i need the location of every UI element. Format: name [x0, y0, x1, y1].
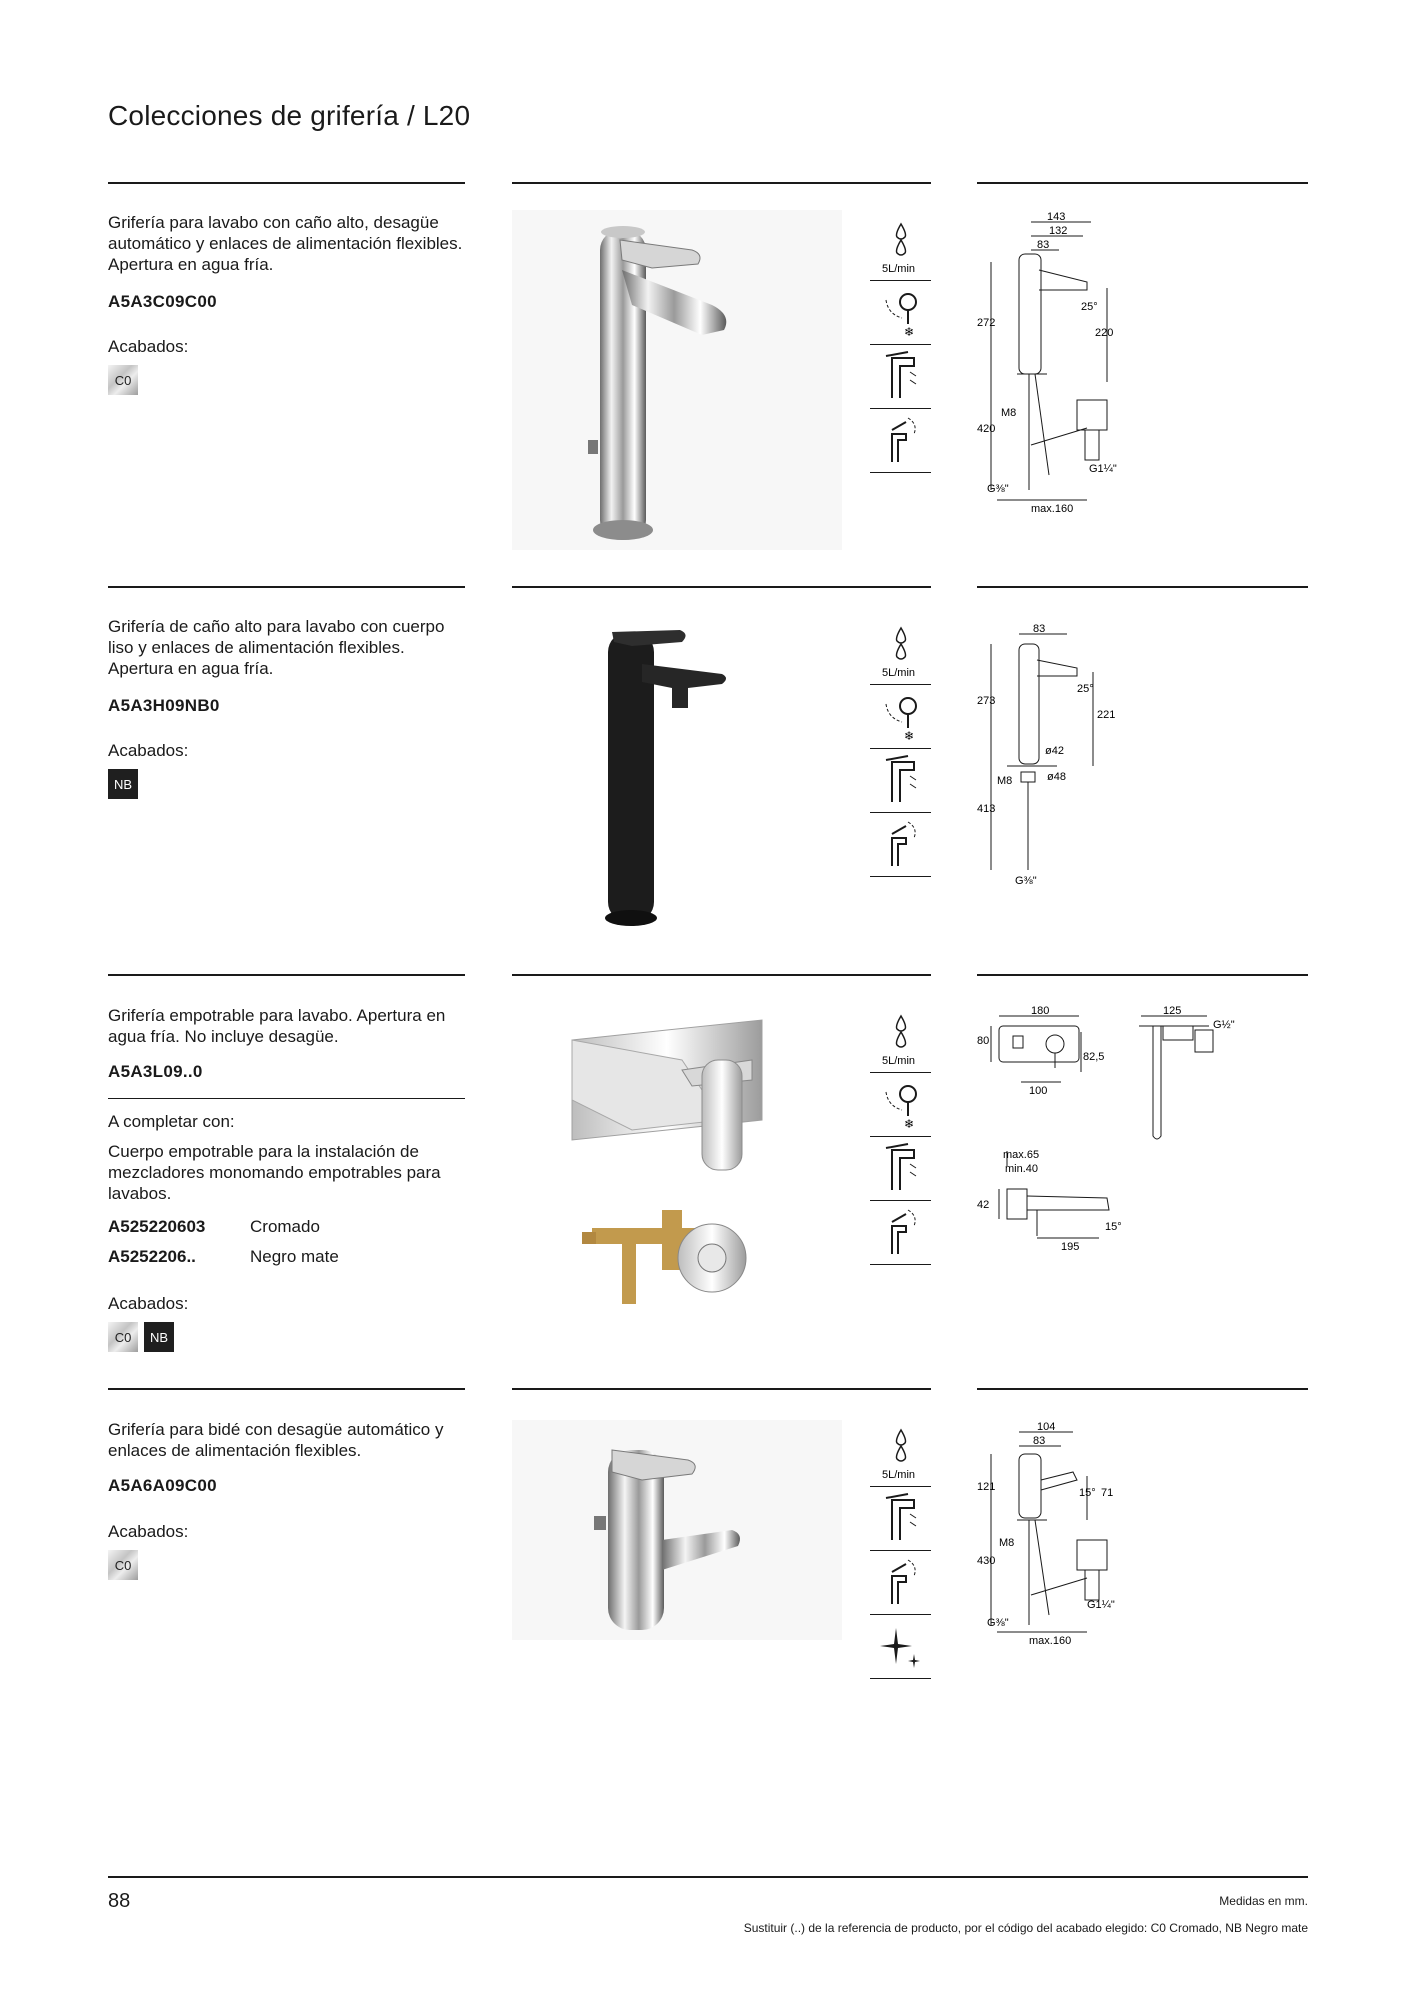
- svg-text:272: 272: [977, 317, 996, 329]
- svg-text:25°: 25°: [1081, 301, 1098, 313]
- svg-text:83: 83: [1033, 1435, 1046, 1447]
- product-description: Grifería para bidé con desagüe automático y enlaces de alimentación flexibles.: [108, 1420, 444, 1460]
- water-drop-icon: [878, 1426, 924, 1482]
- svg-text:M8: M8: [1001, 407, 1017, 419]
- svg-text:G½": G½": [1213, 1019, 1235, 1031]
- svg-text:220: 220: [1095, 327, 1114, 339]
- svg-text:420: 420: [977, 423, 996, 435]
- svg-text:180: 180: [1031, 1006, 1050, 1017]
- svg-text:430: 430: [977, 1555, 996, 1567]
- svg-text:G⅜": G⅜": [987, 1617, 1009, 1629]
- divider: [108, 1098, 465, 1099]
- svg-text:25°: 25°: [1077, 683, 1094, 695]
- svg-text:G1¼": G1¼": [1089, 463, 1117, 475]
- ref-code: A5252206..: [108, 1247, 196, 1266]
- finishes-label: Acabados:: [108, 337, 189, 356]
- finish-swatch-matte-black: NB: [144, 1322, 174, 1352]
- divider: [512, 1388, 931, 1390]
- finish-swatch-chrome: C0: [108, 1322, 138, 1352]
- product-photo: [512, 612, 842, 932]
- cold-water-opening-icon: [878, 284, 924, 340]
- cold-start-feature: [870, 280, 931, 345]
- lever-rotation-feature: [870, 1550, 931, 1615]
- svg-text:❄: ❄: [904, 1117, 915, 1131]
- flexible-connection-feature: [870, 812, 931, 877]
- tall-spout-feature: [870, 1136, 931, 1201]
- svg-text:221: 221: [1097, 709, 1116, 721]
- technical-drawing: [977, 210, 1177, 525]
- tall-basin-faucet-black-image: [512, 612, 842, 932]
- ref-finish-name: Cromado: [250, 1217, 320, 1236]
- svg-text:83: 83: [1037, 239, 1050, 251]
- ref-finish-name: Negro mate: [250, 1247, 339, 1266]
- wall-mounted-faucet-and-body-image: [512, 1000, 842, 1320]
- bidet-faucet-chrome-image: [512, 1420, 842, 1640]
- tall-spout-feature: [870, 748, 931, 813]
- product-code: A5A3H09NB0: [108, 696, 220, 715]
- lever-rotation-icon: [878, 1554, 924, 1610]
- flow-rate-feature: [870, 1008, 931, 1073]
- svg-text:42: 42: [977, 1199, 990, 1211]
- svg-text:❄: ❄: [904, 325, 915, 339]
- finishes-label: Acabados:: [108, 1522, 189, 1541]
- complementary-ref-row: [108, 1217, 320, 1237]
- svg-text:max.160: max.160: [1031, 503, 1074, 515]
- divider: [977, 1388, 1308, 1390]
- divider: [977, 586, 1308, 588]
- water-drop-icon: [878, 624, 924, 680]
- svg-text:82,5: 82,5: [1083, 1051, 1105, 1063]
- finish-swatch-matte-black: NB: [108, 769, 138, 799]
- svg-text:125: 125: [1163, 1006, 1182, 1017]
- tall-spout-feature: [870, 1486, 931, 1551]
- svg-text:min.40: min.40: [1005, 1163, 1039, 1175]
- svg-text:121: 121: [977, 1481, 996, 1493]
- svg-text:132: 132: [1049, 225, 1068, 237]
- product-description: Grifería para lavabo con caño alto, desagüe automático y enlaces de alimentación flexibles. Apertura en agua fría.: [108, 213, 463, 274]
- water-drop-icon: [878, 220, 924, 276]
- product-code: A5A3C09C00: [108, 292, 217, 311]
- svg-text:G1¼": G1¼": [1087, 1599, 1115, 1611]
- svg-text:5L/min: 5L/min: [882, 667, 916, 679]
- product-description: Grifería empotrable para lavabo. Apertura en agua fría. No incluye desagüe.: [108, 1006, 446, 1046]
- page-title: Colecciones de grifería / L20: [108, 100, 471, 131]
- svg-text:413: 413: [977, 803, 996, 815]
- technical-drawing: [977, 1006, 1287, 1261]
- complementary-ref-row: [108, 1247, 339, 1267]
- svg-text:5L/min: 5L/min: [882, 1055, 916, 1067]
- finishes-label: Acabados:: [108, 1294, 189, 1313]
- tall-faucet-icon: [878, 1490, 924, 1546]
- complete-with-label: A completar con:: [108, 1112, 235, 1131]
- svg-text:15°: 15°: [1105, 1221, 1122, 1233]
- sparkle-icon: [878, 1618, 924, 1674]
- tall-faucet-icon: [878, 1140, 924, 1196]
- svg-text:ø42: ø42: [1045, 745, 1064, 757]
- flow-rate-feature: [870, 620, 931, 685]
- cold-water-opening-icon: [878, 688, 924, 744]
- tall-faucet-icon: [878, 752, 924, 808]
- svg-text:❄: ❄: [904, 729, 915, 743]
- svg-text:ø48: ø48: [1047, 771, 1066, 783]
- svg-text:G⅜": G⅜": [987, 483, 1009, 495]
- tall-faucet-icon: [878, 348, 924, 404]
- divider: [977, 974, 1308, 976]
- easy-clean-feature: [870, 1614, 931, 1679]
- svg-text:M8: M8: [999, 1537, 1015, 1549]
- lever-rotation-icon: [878, 412, 924, 468]
- tall-spout-feature: [870, 344, 931, 409]
- flow-rate-feature: [870, 216, 931, 281]
- divider: [108, 586, 465, 588]
- product-photo: [512, 210, 842, 550]
- technical-drawing-wall-faucet: [977, 1006, 1287, 1256]
- product-photo: [512, 1420, 842, 1640]
- finish-swatch-chrome: C0: [108, 365, 138, 395]
- technical-drawing-faucet: [977, 620, 1177, 890]
- divider: [512, 586, 931, 588]
- svg-text:G⅜": G⅜": [1015, 875, 1037, 887]
- product-code: A5A6A09C00: [108, 1476, 217, 1495]
- divider: [512, 182, 931, 184]
- svg-text:5L/min: 5L/min: [882, 1469, 916, 1481]
- product-code: A5A3L09..0: [108, 1062, 203, 1081]
- finishes-label: Acabados:: [108, 741, 189, 760]
- svg-text:M8: M8: [997, 775, 1013, 787]
- divider: [108, 1388, 465, 1390]
- svg-text:5L/min: 5L/min: [882, 263, 916, 275]
- divider: [108, 974, 465, 976]
- water-drop-icon: [878, 1012, 924, 1068]
- svg-text:83: 83: [1033, 623, 1046, 635]
- product-photo: [512, 1000, 842, 1320]
- flexible-connection-feature: [870, 1200, 931, 1265]
- svg-text:71: 71: [1101, 1487, 1114, 1499]
- svg-text:100: 100: [1029, 1085, 1048, 1097]
- complete-with-description: Cuerpo empotrable para la instalación de mezcladores monomando empotrables para lavabos.: [108, 1142, 441, 1203]
- footer-divider: [108, 1876, 1308, 1878]
- divider: [512, 974, 931, 976]
- cold-water-opening-icon: [878, 1076, 924, 1132]
- ref-code: A525220603: [108, 1217, 206, 1236]
- technical-drawing-faucet: [977, 210, 1177, 520]
- tall-basin-faucet-chrome-image: [512, 210, 842, 550]
- flexible-hose-faucet-icon: [878, 816, 924, 872]
- product-description: Grifería de caño alto para lavabo con cuerpo liso y enlaces de alimentación flexibles. Apertura en agua fría.: [108, 617, 445, 678]
- cold-start-feature: [870, 684, 931, 749]
- flow-rate-feature: [870, 1422, 931, 1487]
- cold-start-feature: [870, 1072, 931, 1137]
- measurement-note: Medidas en mm.: [1219, 1894, 1308, 1908]
- svg-text:80: 80: [977, 1035, 990, 1047]
- technical-drawing-bidet-faucet: [977, 1420, 1177, 1650]
- svg-text:15°: 15°: [1079, 1487, 1096, 1499]
- finish-swatch-chrome: C0: [108, 1550, 138, 1580]
- divider: [977, 182, 1308, 184]
- svg-text:195: 195: [1061, 1241, 1080, 1253]
- finish-code-note: Sustituir (..) de la referencia de producto, por el código del acabado elegido: C0 Cromado, NB Negro mate: [743, 1921, 1308, 1935]
- flexible-hose-faucet-icon: [878, 1204, 924, 1260]
- svg-text:143: 143: [1047, 211, 1066, 223]
- svg-text:max.160: max.160: [1029, 1635, 1072, 1647]
- svg-text:273: 273: [977, 695, 996, 707]
- technical-drawing: [977, 620, 1177, 895]
- lever-rotation-feature: [870, 408, 931, 473]
- divider: [108, 182, 465, 184]
- svg-text:max.65: max.65: [1003, 1149, 1040, 1161]
- technical-drawing: [977, 1420, 1177, 1655]
- svg-text:104: 104: [1037, 1421, 1056, 1433]
- page-number: 88: [108, 1890, 131, 1912]
